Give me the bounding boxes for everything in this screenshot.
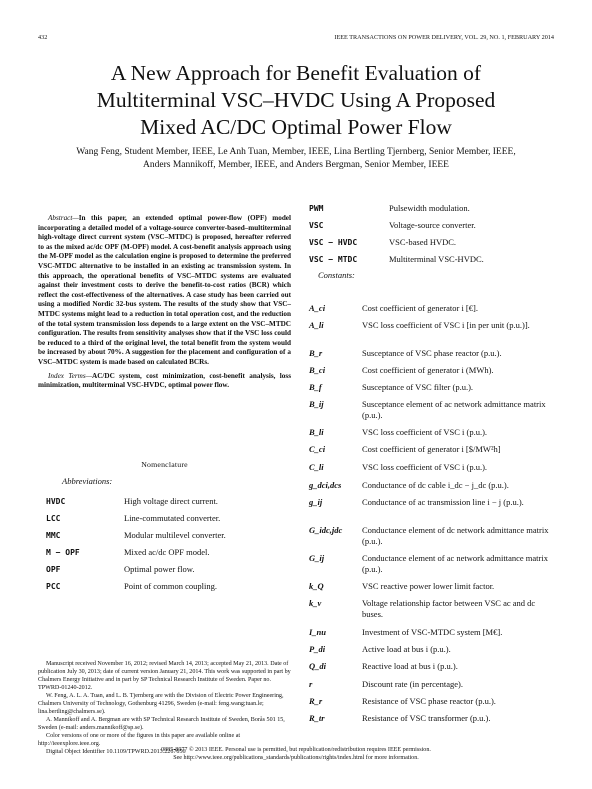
nomenclature-symbol: g_dci,dcs <box>309 480 342 490</box>
nomenclature-description: Voltage relationship factor between VSC ac and dc buses. <box>362 598 536 619</box>
nomenclature-description: VSC loss coefficient of VSC i [in per unit (p.u.)]. <box>362 320 530 330</box>
nomenclature-symbol: B_ij <box>309 399 324 409</box>
nomenclature-symbol: A_ci <box>309 303 326 313</box>
nomenclature-description: Multiterminal VSC-HVDC. <box>389 254 484 264</box>
nomenclature-description: Optimal power flow. <box>124 564 195 574</box>
nomenclature-symbol: G_ij <box>309 553 325 563</box>
footnote: A. Mannikoff and A. Bergman are with SP Technical Research Institute of Sweden, Borås 501 15, Sweden (e-mail: anders.mannikoff@sp.se). <box>38 717 285 731</box>
nomenclature-description: Voltage-source converter. <box>389 220 476 230</box>
nomenclature-symbol: R_r <box>309 696 323 706</box>
nomenclature-description: Reactive load at bus i (p.u.). <box>362 661 458 671</box>
nomenclature-symbol: G_idc,jdc <box>309 525 343 535</box>
nomenclature-symbol: C_ci <box>309 444 326 454</box>
nomenclature-symbol: g_ij <box>309 497 323 507</box>
title-line: Multiterminal VSC–HVDC Using A Proposed <box>96 88 496 112</box>
nomenclature-symbol: PWM <box>309 204 324 213</box>
paper-title <box>0 60 592 141</box>
nomenclature-description: High voltage direct current. <box>124 496 218 506</box>
nomenclature-symbol: LCC <box>46 514 61 523</box>
nomenclature-symbol: A_li <box>309 320 324 330</box>
nomenclature-symbol: VSC − HVDC <box>309 238 358 247</box>
footnote: Manuscript received November 16, 2012; revised March 14, 2013; accepted May 21, 2013. Date of publication July 30, 2013; date of current version January 21, 2014. This work was supported in part by Chalmers Energy Initiative and in part by SP Technical Research Institute of Sweden. Paper no. TPWRD-01240-2012. <box>38 661 291 691</box>
nomenclature-description: Conductance element of ac network admittance matrix (p.u.). <box>362 553 548 574</box>
nomenclature-symbol: k_v <box>309 598 322 608</box>
index-terms-label: Index Terms— <box>48 371 93 380</box>
journal-header: IEEE TRANSACTIONS ON POWER DELIVERY, VOL. 29, NO. 1, FEBRUARY 2014 <box>334 34 554 41</box>
nomenclature-description: Susceptance element of ac network admittance matrix (p.u.). <box>362 399 546 420</box>
nomenclature-symbol: B_r <box>309 348 323 358</box>
footnote: W. Feng, A. L. A. Tuan, and L. B. Tjernberg are with the Division of Electric Power Engineering, Chalmers University of Technology, Gothenburg 41296, Sweden (e-mail: feng.wang;tuan.le; lina.bertling@chalmers.se). <box>38 693 284 715</box>
nomenclature-description: Conductance element of dc network admittance matrix (p.u.). <box>362 525 549 546</box>
constants-label: Constants: <box>318 270 355 280</box>
abstract-label: Abstract— <box>48 214 79 222</box>
nomenclature-symbol: HVDC <box>46 497 66 506</box>
footer-line: 0885-8977 © 2013 IEEE. Personal use is permitted, but republication/redistribution requires IEEE permission. <box>161 747 431 753</box>
abbreviations-label: Abbreviations: <box>62 476 113 486</box>
abstract <box>38 214 291 391</box>
nomenclature-symbol: k_Q <box>309 581 324 591</box>
nomenclature-symbol: B_f <box>309 382 322 392</box>
nomenclature-symbol: r <box>309 679 313 689</box>
nomenclature-symbol: B_ci <box>309 365 326 375</box>
nomenclature-description: Cost coefficient of generator i [$/MW²h] <box>362 444 501 454</box>
nomenclature-symbol: M − OPF <box>46 548 80 557</box>
footer-line: See http://www.ieee.org/publications_standards/publications/rights/index.html for more information. <box>173 755 419 761</box>
nomenclature-description: Mixed ac/dc OPF model. <box>124 547 210 557</box>
nomenclature-description: Point of common coupling. <box>124 581 218 591</box>
nomenclature-description: Modular multilevel converter. <box>124 530 226 540</box>
nomenclature-symbol: MMC <box>46 531 61 540</box>
nomenclature-description: VSC reactive power lower limit factor. <box>362 581 495 591</box>
nomenclature-symbol: OPF <box>46 565 61 574</box>
nomenclature-description: Discount rate (in percentage). <box>362 679 464 689</box>
nomenclature-symbol: PCC <box>46 582 61 591</box>
nomenclature-description: VSC loss coefficient of VSC i (p.u.). <box>362 427 488 437</box>
nomenclature-description: Cost coefficient of generator i [€]. <box>362 303 478 313</box>
nomenclature-description: Susceptance of VSC filter (p.u.). <box>362 382 474 392</box>
footnote: Color versions of one or more of the figures in this paper are available online at http://ieeexplore.ieee.org. <box>38 733 241 747</box>
nomenclature-description: Resistance of VSC transformer (p.u.). <box>362 713 491 723</box>
nomenclature-description: Investment of VSC-MTDC system [M€]. <box>362 627 503 637</box>
nomenclature-description: Resistance of VSC phase reactor (p.u.). <box>362 696 496 706</box>
nomenclature-description: Conductance of dc cable i_dc − j_dc (p.u.). <box>362 480 509 490</box>
nomenclature-description: VSC loss coefficient of VSC i (p.u.). <box>362 462 488 472</box>
nomenclature-symbol: I_nu <box>309 627 327 637</box>
nomenclature-symbol: R_tr <box>309 713 325 723</box>
nomenclature-description: Line-commutated converter. <box>124 513 221 523</box>
abstract-text: In this paper, an extended optimal power-flow (OPF) model incorporating a detailed model of a voltage-source converter-based–multiterminal high-voltage direct current system (VSC–MTDC) is proposed, hereafter referred to as the mixed ac/dc OPF (M-OPF) model. A cost-benefit analysis approach using the M-OPF model as the calculation engine is proposed to determine the preferred VSC-MTDC alternative to be installed in an existing ac transmission system. In this approach, the operational benefits of VSC–MTDC systems are evaluated against their investment costs to derive the benefit-to-cost ratios (BCR) which reflect the cost-effectiveness of the alternatives. A case study has been carried out using a modified Nordic 32-bus system. The results of the study show that VSC–MTDC systems might lead to a reduction in total operation cost, and the reduction of the total system transmission loss depends to a large extent on the VSC–MTDC configuration. The results from sensitivity analyses show that if the VSC loss could be reduced to a third of the original level, the total benefit from the system would be increased by about 70%. A suggestion for the placement and configuration of a VSC–MTDC system is made based on calculated BCRs. <box>38 214 291 366</box>
nomenclature-symbol: P_di <box>309 644 326 654</box>
index-terms-text: AC/DC system, cost minimization, cost-benefit analysis, loss minimization, multiterminal VSC-HVDC, optimal power flow. <box>38 371 291 390</box>
author-list <box>40 146 552 172</box>
page-number: 432 <box>38 34 48 41</box>
nomenclature-description: Susceptance of VSC phase reactor (p.u.). <box>362 348 502 358</box>
nomenclature-description: VSC-based HVDC. <box>389 237 457 247</box>
nomenclature-heading: Nomenclature <box>141 460 188 469</box>
nomenclature-description: Conductance of ac transmission line i − j (p.u.). <box>362 497 524 507</box>
nomenclature-symbol: Q_di <box>309 661 326 671</box>
copyright-footer <box>0 746 592 762</box>
author-line: Anders Mannikoff, Member, IEEE, and Anders Bergman, Senior Member, IEEE <box>143 160 449 170</box>
nomenclature-symbol: VSC − MTDC <box>309 255 358 264</box>
title-line: Mixed AC/DC Optimal Power Flow <box>140 115 452 139</box>
nomenclature-description: Cost coefficient of generator i (MWh). <box>362 365 494 375</box>
footnote: Digital Object Identifier 10.1109/TPWRD.2013.2267056 <box>46 749 186 755</box>
author-line: Wang Feng, Student Member, IEEE, Le Anh Tuan, Member, IEEE, Lina Bertling Tjernberg, Senior Member, IEEE, <box>76 147 516 157</box>
nomenclature-symbol: C_li <box>309 462 324 472</box>
nomenclature-symbol: VSC <box>309 221 324 230</box>
nomenclature-description: Active load at bus i (p.u.). <box>362 644 451 654</box>
nomenclature-symbol: B_li <box>309 427 324 437</box>
title-line: A New Approach for Benefit Evaluation of <box>110 61 482 85</box>
nomenclature-description: Pulsewidth modulation. <box>389 203 470 213</box>
footnotes <box>38 660 291 756</box>
